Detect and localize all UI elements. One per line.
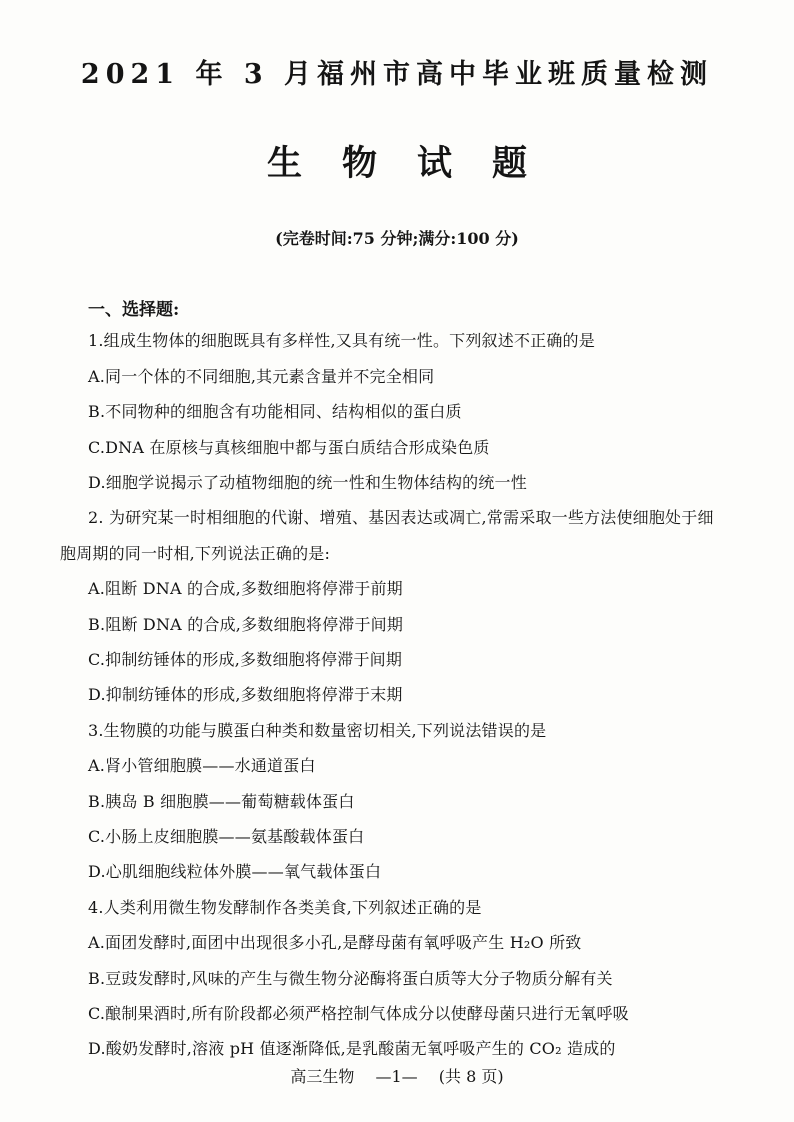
question-2-stem: 2. 为研究某一时相细胞的代谢、增殖、基因表达或凋亡,常需采取一些方法使细胞处于细 — [88, 508, 714, 527]
question-2-option-d: D.抑制纺锤体的形成,多数细胞将停滞于末期 — [88, 685, 403, 704]
question-1-option-d: D.细胞学说揭示了动植物细胞的统一性和生物体结构的统一性 — [88, 473, 527, 492]
question-3-option-b: B.胰岛 B 细胞膜——葡萄糖载体蛋白 — [88, 792, 355, 811]
question-1-option-c: C.DNA 在原核与真核细胞中都与蛋白质结合形成染色质 — [88, 438, 490, 457]
exam-info: (完卷时间:75 分钟;满分:100 分) — [275, 229, 519, 248]
footer-total-pages: (共 8 页) — [438, 1067, 504, 1086]
footer-page-number: —1— — [375, 1067, 418, 1086]
question-4-option-b: B.豆豉发酵时,风味的产生与微生物分泌酶将蛋白质等大分子物质分解有关 — [88, 969, 613, 988]
question-1-option-a: A.同一个体的不同细胞,其元素含量并不完全相同 — [88, 367, 435, 386]
question-3-option-d: D.心肌细胞线粒体外膜——氧气载体蛋白 — [88, 862, 382, 881]
exam-title: 2021 年 3 月福州市高中毕业班质量检测 — [80, 59, 714, 90]
page-footer — [0, 1064, 794, 1087]
question-3-stem: 3.生物膜的功能与膜蛋白种类和数量密切相关,下列说法错误的是 — [88, 721, 547, 740]
question-2-stem-cont: 胞周期的同一时相,下列说法正确的是: — [60, 544, 331, 563]
footer-subject: 高三生物 — [290, 1067, 355, 1086]
question-2-option-a: A.阻断 DNA 的合成,多数细胞将停滞于前期 — [88, 579, 403, 598]
subject-title: 生物试题 — [266, 143, 567, 184]
question-2-option-c: C.抑制纺锤体的形成,多数细胞将停滞于间期 — [88, 650, 403, 669]
question-2-option-b: B.阻断 DNA 的合成,多数细胞将停滞于间期 — [88, 615, 404, 634]
question-1-option-b: B.不同物种的细胞含有功能相同、结构相似的蛋白质 — [88, 402, 462, 421]
question-3-option-c: C.小肠上皮细胞膜——氨基酸载体蛋白 — [88, 827, 365, 846]
question-4-option-c: C.酿制果酒时,所有阶段都必须严格控制气体成分以使酵母菌只进行无氧呼吸 — [88, 1004, 629, 1023]
question-4-option-a: A.面团发酵时,面团中出现很多小孔,是酵母菌有氧呼吸产生 H₂O 所致 — [88, 933, 582, 952]
question-1-stem: 1.组成生物体的细胞既具有多样性,又具有统一性。下列叙述不正确的是 — [88, 331, 595, 350]
question-3-option-a: A.肾小管细胞膜——水通道蛋白 — [88, 756, 316, 775]
section-title: 一、选择题: — [88, 300, 180, 320]
question-4-option-d: D.酸奶发酵时,溶液 pH 值逐渐降低,是乳酸菌无氧呼吸产生的 CO₂ 造成的 — [88, 1039, 616, 1058]
question-4-stem: 4.人类利用微生物发酵制作各类美食,下列叙述正确的是 — [88, 898, 482, 917]
